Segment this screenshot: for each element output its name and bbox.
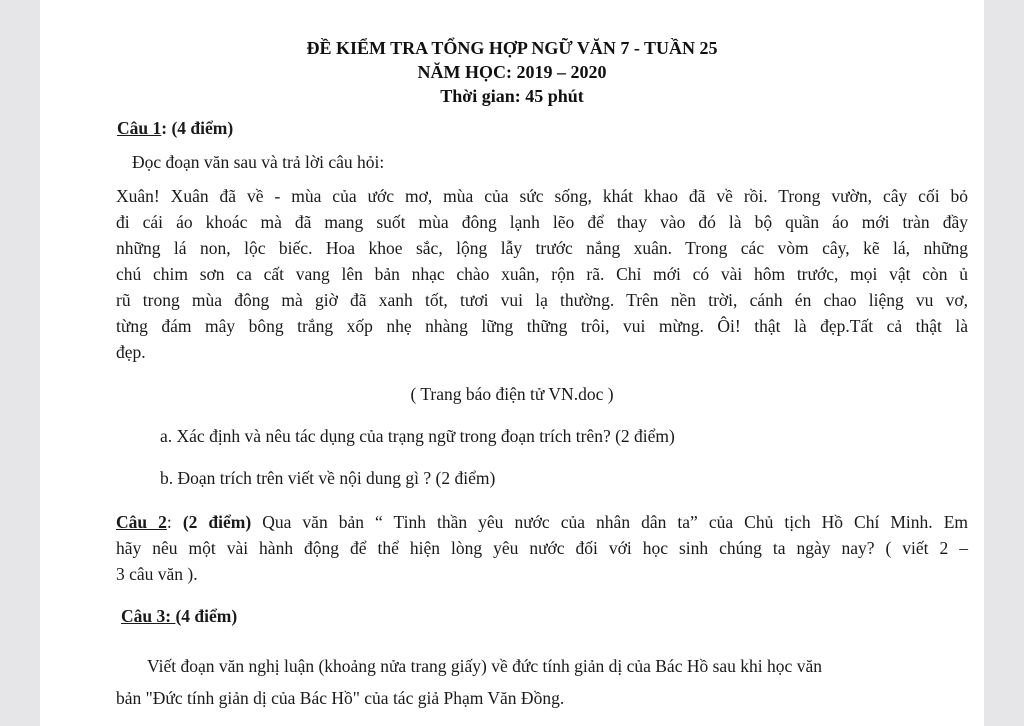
q1-instruction: Đọc đoạn văn sau và trả lời câu hỏi:	[132, 152, 385, 172]
q3-points: (4 điểm)	[175, 606, 238, 626]
q1-points: : (4 điểm)	[161, 118, 234, 138]
q3-line2: bản "Đức tính giản dị của Bác Hồ" của tác giả Phạm Văn Đồng.	[116, 688, 565, 708]
q3-heading	[121, 606, 237, 627]
q2-line3: 3 câu văn ).	[116, 564, 198, 584]
passage-line	[116, 264, 968, 285]
q2-line1	[116, 512, 968, 532]
q2-line	[116, 538, 968, 559]
q2-points: (2 điểm)	[182, 512, 252, 532]
passage-line	[116, 212, 968, 233]
left-margin	[0, 0, 40, 726]
q2-line2: hãy nêu một vài hành động để thể hiện lòng yêu nước đối với học sinh chúng ta ngày nay? ( viết 2 –	[116, 538, 968, 558]
passage-line-text: rũ trong mùa đông mà giờ đã xanh tốt, tươi vui lạ thường. Trên nền trời, cánh én chao liệng vu vơ,	[116, 290, 968, 310]
school-year: NĂM HỌC: 2019 – 2020	[417, 62, 607, 82]
right-margin	[984, 0, 1024, 726]
q3-line1: Viết đoạn văn nghị luận (khoảng nửa trang giấy) về đức tính giản dị của Bác Hồ sau khi học văn	[147, 656, 822, 676]
passage-line-text: chú chim sơn ca cất vang lên bản nhạc chào xuân, rộn rã. Chỉ mới có vài hôm trước, mọi vật còn ủ	[116, 264, 968, 284]
passage-line	[116, 186, 968, 207]
passage-line-text: Xuân! Xuân đã về - mùa của ước mơ, mùa của sức sống, khát khao đã về rồi. Trong vườn, cây cối bỏ	[116, 186, 968, 206]
q2-label: Câu 2	[116, 512, 167, 532]
passage-line-text: từng đám mây bông trắng xốp nhẹ nhàng lững thững trôi, vui mừng. Ôi! thật là đẹp.Tất cả thật là	[116, 316, 968, 336]
q2-sep: :	[166, 512, 183, 532]
q3-label: Câu 3:	[121, 606, 176, 626]
q1-part-a: a. Xác định và nêu tác dụng của trạng ngữ trong đoạn trích trên? (2 điểm)	[160, 426, 675, 446]
passage-line-text: những lá non, lộc biếc. Hoa khoe sắc, lộng lẫy trước nắng xuân. Trong các vòm cây, kẽ lá, những	[116, 238, 968, 258]
q2-text: Qua văn bản “ Tinh thần yêu nước của nhân dân ta” của Chủ tịch Hồ Chí Minh. Em	[251, 512, 968, 532]
passage-source: ( Trang báo điện tử VN.doc )	[410, 384, 614, 404]
q1-heading	[117, 118, 233, 139]
passage-line	[116, 316, 968, 337]
passage-line: đẹp.	[116, 342, 146, 362]
q1-part-b: b. Đoạn trích trên viết về nội dung gì ? (2 điểm)	[160, 468, 496, 488]
passage-line	[116, 238, 968, 259]
q1-label: Câu 1	[117, 118, 162, 138]
passage-line-text: đi cái áo khoác mà đã mang suốt mùa đông lạnh lẽo để thay vào đó là bộ quần áo mới tràn đầy	[116, 212, 968, 232]
q2-line	[116, 512, 968, 533]
passage-line	[116, 290, 968, 311]
exam-duration: Thời gian: 45 phút	[440, 86, 584, 106]
document-page	[40, 0, 984, 726]
exam-title: ĐỀ KIỂM TRA TỔNG HỢP NGỮ VĂN 7 - TUẦN 25	[306, 38, 718, 58]
